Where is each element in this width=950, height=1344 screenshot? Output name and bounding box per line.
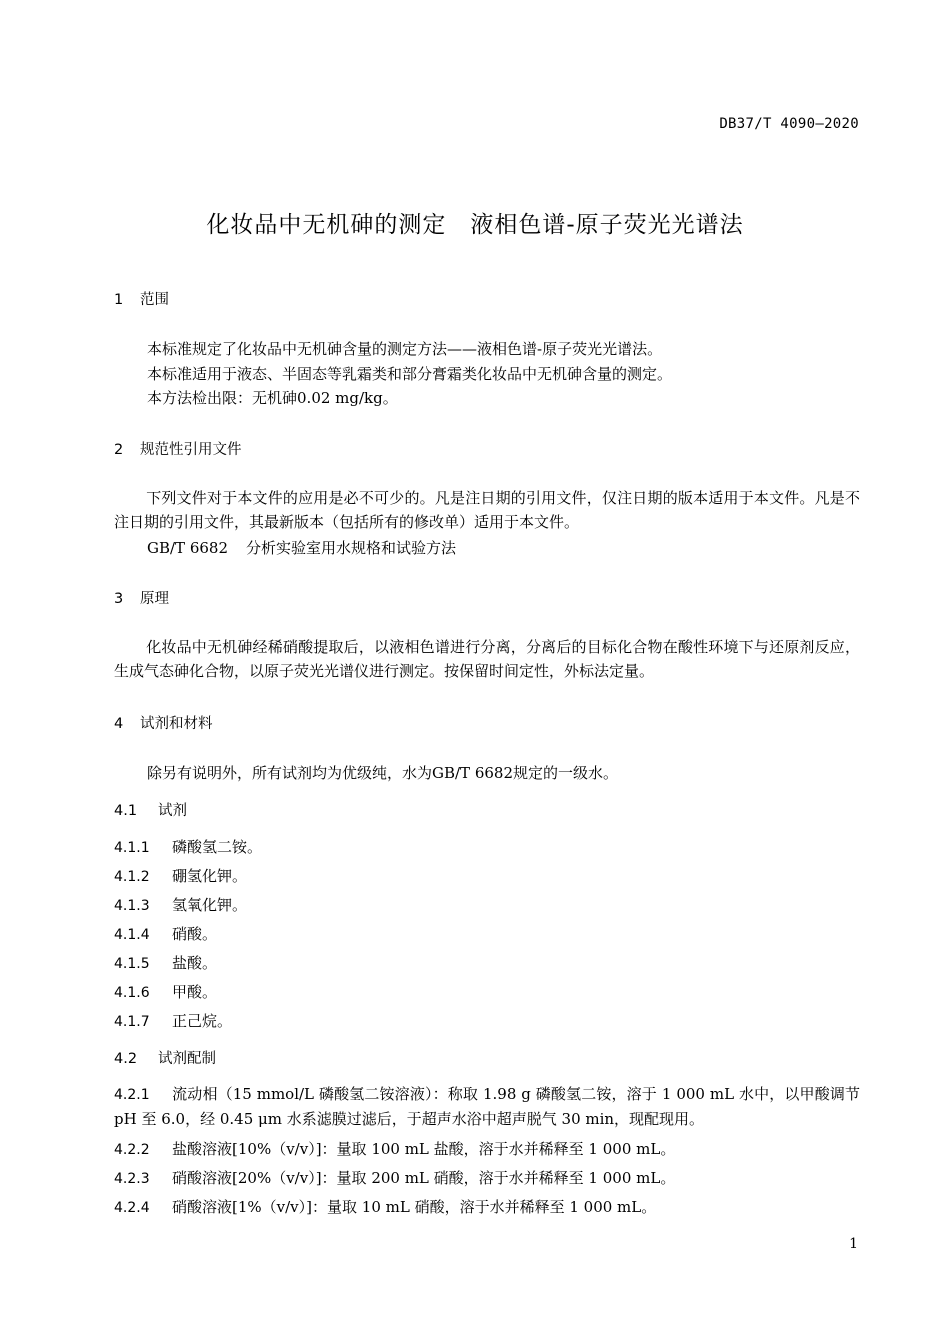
reagent-item <box>114 923 217 944</box>
item-number: 4.2.1 <box>114 1087 150 1103</box>
item-number: 4.1.1 <box>114 840 150 856</box>
subsection-4-2-heading <box>114 1047 216 1068</box>
document-code: DB37/T 4090—2020 <box>719 116 859 132</box>
section-title: 范围 <box>140 292 169 308</box>
item-text: 硝酸溶液[1%（v/v）]：量取 10 mL 硝酸，溶于水并稀释至 1 000 mL。 <box>172 1198 657 1216</box>
paragraph <box>114 486 860 534</box>
prep-item <box>114 1167 675 1188</box>
item-text: 硼氢化钾。 <box>172 867 248 885</box>
reference-code: GB/T 6682 <box>147 539 229 557</box>
paragraph: 除另有说明外，所有试剂均为优级纯，水为GB/T 6682规定的一级水。 <box>147 764 619 782</box>
paragraph <box>114 635 860 683</box>
reference-title: 分析实验室用水规格和试验方法 <box>246 539 457 557</box>
item-number: 4.2.4 <box>114 1200 150 1216</box>
item-number: 4.1.2 <box>114 869 150 885</box>
subsection-4-1-heading <box>114 799 187 820</box>
subsection-title: 试剂 <box>158 803 187 819</box>
prep-item <box>114 1082 860 1131</box>
section-number: 3 <box>114 591 124 607</box>
section-title: 试剂和材料 <box>140 716 213 732</box>
reagent-item <box>114 894 247 915</box>
item-number: 4.1.7 <box>114 1014 150 1030</box>
item-number: 4.1.4 <box>114 927 150 943</box>
section-number: 4 <box>114 716 124 732</box>
document-title: 化妆品中无机砷的测定 液相色谱-原子荧光光谱法 <box>206 212 744 238</box>
subsection-number: 4.2 <box>114 1051 138 1067</box>
normative-reference <box>147 537 456 558</box>
prep-item <box>114 1138 675 1159</box>
reagent-item <box>114 865 247 886</box>
item-text: 盐酸溶液[10%（v/v）]：量取 100 mL 盐酸，溶于水并稀释至 1 000 mL。 <box>172 1140 676 1158</box>
item-number: 4.1.3 <box>114 898 150 914</box>
section-title: 原理 <box>140 591 169 607</box>
reagent-item <box>114 952 217 973</box>
section-2-heading <box>114 438 242 459</box>
item-text: 正己烷。 <box>172 1012 233 1030</box>
page-number: 1 <box>849 1236 858 1252</box>
reagent-item <box>114 1010 232 1031</box>
paragraph-text: 化妆品中无机砷经稀硝酸提取后，以液相色谱进行分离，分离后的目标化合物在酸性环境下与还原剂反应，生成气态砷化合物，以原子荧光光谱仪进行测定。按保留时间定性，外标法定量。 <box>114 638 860 680</box>
item-text: 氢氧化钾。 <box>172 896 248 914</box>
section-number: 1 <box>114 292 124 308</box>
paragraph: 本标准规定了化妆品中无机砷含量的测定方法——液相色谱-原子荧光光谱法。 <box>147 340 663 358</box>
prep-item <box>114 1196 656 1217</box>
subsection-title: 试剂配制 <box>158 1051 216 1067</box>
paragraph-text: 下列文件对于本文件的应用是必不可少的。凡是注日期的引用文件，仅注日期的版本适用于本文件。凡是不注日期的引用文件，其最新版本（包括所有的修改单）适用于本文件。 <box>114 489 860 531</box>
section-1-heading <box>114 288 169 309</box>
item-text: 磷酸氢二铵。 <box>172 838 263 856</box>
item-number: 4.1.5 <box>114 956 150 972</box>
section-title: 规范性引用文件 <box>140 442 242 458</box>
item-text: 甲酸。 <box>172 983 218 1001</box>
reagent-item <box>114 836 262 857</box>
item-text: 盐酸。 <box>172 954 218 972</box>
item-number: 4.2.2 <box>114 1142 150 1158</box>
item-number: 4.2.3 <box>114 1171 150 1187</box>
paragraph: 本标准适用于液态、半固态等乳霜类和部分膏霜类化妆品中无机砷含量的测定。 <box>147 365 673 383</box>
reagent-item <box>114 981 217 1002</box>
item-text: 硝酸溶液[20%（v/v）]：量取 200 mL 硝酸，溶于水并稀释至 1 000 mL。 <box>172 1169 676 1187</box>
item-text: 流动相（15 mmol/L 磷酸氢二铵溶液）：称取 1.98 g 磷酸氢二铵，溶于 1 000 mL 水中，以甲酸调节 pH 至 6.0，经 0.45 μm 水系滤膜过滤后，于超声水浴中超声脱气 30 min，现配现用。 <box>114 1085 860 1128</box>
section-number: 2 <box>114 442 124 458</box>
item-number: 4.1.6 <box>114 985 150 1001</box>
section-4-heading <box>114 712 213 733</box>
subsection-number: 4.1 <box>114 803 138 819</box>
item-text: 硝酸。 <box>172 925 218 943</box>
paragraph: 本方法检出限：无机砷0.02 mg/kg。 <box>147 389 398 407</box>
section-3-heading <box>114 587 169 608</box>
